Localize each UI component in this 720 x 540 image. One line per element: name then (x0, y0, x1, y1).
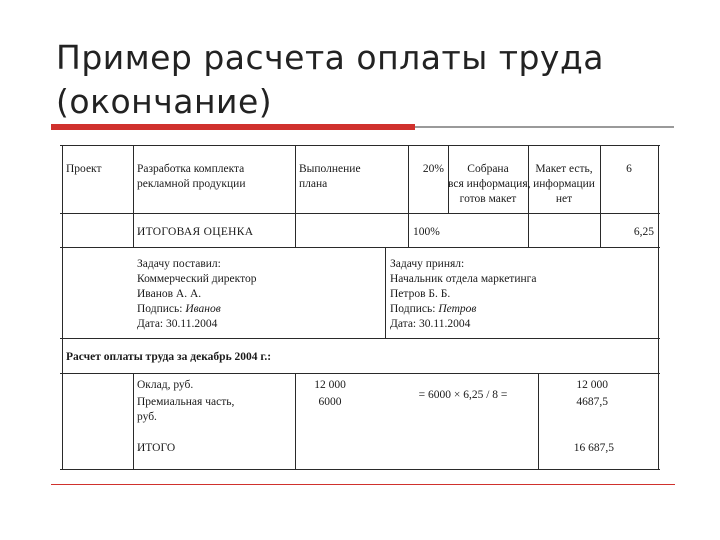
bonus-result: 4687,5 (576, 396, 608, 408)
table-border-right (658, 145, 659, 469)
table-border-bottom (60, 469, 660, 470)
total-score-percent: 100% (413, 226, 440, 238)
table-line (408, 145, 409, 247)
table-border-left (62, 145, 63, 469)
bonus-base-value: 6000 (318, 396, 342, 408)
assigner-line: Иванов А. А. (137, 288, 202, 300)
table-line (60, 247, 660, 248)
salary-result: 12 000 (576, 379, 608, 391)
cell-score: 6 (626, 163, 632, 175)
signature-label: Подпись: (137, 303, 183, 315)
total-value: 16 687,5 (573, 442, 614, 454)
signature-value: Иванов (185, 303, 221, 315)
acceptor-signature-line (390, 303, 476, 316)
assigner-line: Задачу поставил: (137, 258, 221, 270)
assigner-signature-line (137, 303, 221, 316)
acceptor-line: Дата: 30.11.2004 (390, 318, 471, 330)
table-line (385, 247, 386, 338)
cell-level-line: вся информация, (448, 178, 531, 190)
bonus-label-line: руб. (137, 411, 157, 423)
table-line (133, 373, 134, 469)
table-line (60, 213, 660, 214)
assigner-line: Дата: 30.11.2004 (137, 318, 218, 330)
table-line (538, 373, 539, 469)
payroll-heading: Расчет оплаты труда за декабрь 2004 г.: (66, 351, 272, 363)
cell-project: Проект (66, 163, 102, 175)
acceptor-line: Начальник отдела маркетинга (390, 273, 537, 285)
bonus-label-line: Премиальная часть, (137, 396, 235, 408)
footer-divider-line (51, 484, 675, 485)
cell-weight: 20% (422, 163, 444, 175)
total-score-label: ИТОГОВАЯ ОЦЕНКА (137, 226, 254, 238)
table-border-top (60, 145, 660, 146)
cell-task-line: рекламной продукции (137, 178, 246, 190)
title-divider-line (415, 126, 674, 128)
slide-title (56, 36, 676, 124)
bonus-formula: = 6000 × 6,25 / 8 = (418, 389, 508, 401)
salary-value: 12 000 (314, 379, 346, 391)
acceptor-line: Петров Б. Б. (390, 288, 451, 300)
scanned-table (60, 145, 660, 475)
cell-level-line: Собрана (467, 163, 509, 175)
cell-criterion-line: плана (299, 178, 328, 190)
signature-label: Подпись: (390, 303, 436, 315)
signature-value: Петров (438, 303, 477, 315)
table-line (60, 373, 660, 374)
cell-level-line: информации (533, 178, 595, 190)
cell-criterion-line: Выполнение (299, 163, 361, 175)
cell-level-line: нет (555, 193, 573, 205)
table-line (133, 145, 134, 247)
slide-title-line-2: (окончание) (56, 82, 273, 121)
total-label: ИТОГО (137, 442, 176, 454)
slide-title-line-1: Пример расчета оплаты труда (56, 38, 604, 77)
acceptor-line: Задачу принял: (390, 258, 465, 270)
total-score-value: 6,25 (633, 226, 654, 238)
cell-task-line: Разработка комплекта (137, 163, 245, 175)
salary-label: Оклад, руб. (137, 379, 194, 391)
assigner-line: Коммерческий директор (137, 273, 257, 285)
title-accent-bar (51, 124, 415, 130)
cell-level-line: Макет есть, (535, 163, 593, 175)
table-line (60, 338, 660, 339)
table-line (295, 145, 296, 247)
cell-level-line: готов макет (459, 193, 517, 205)
